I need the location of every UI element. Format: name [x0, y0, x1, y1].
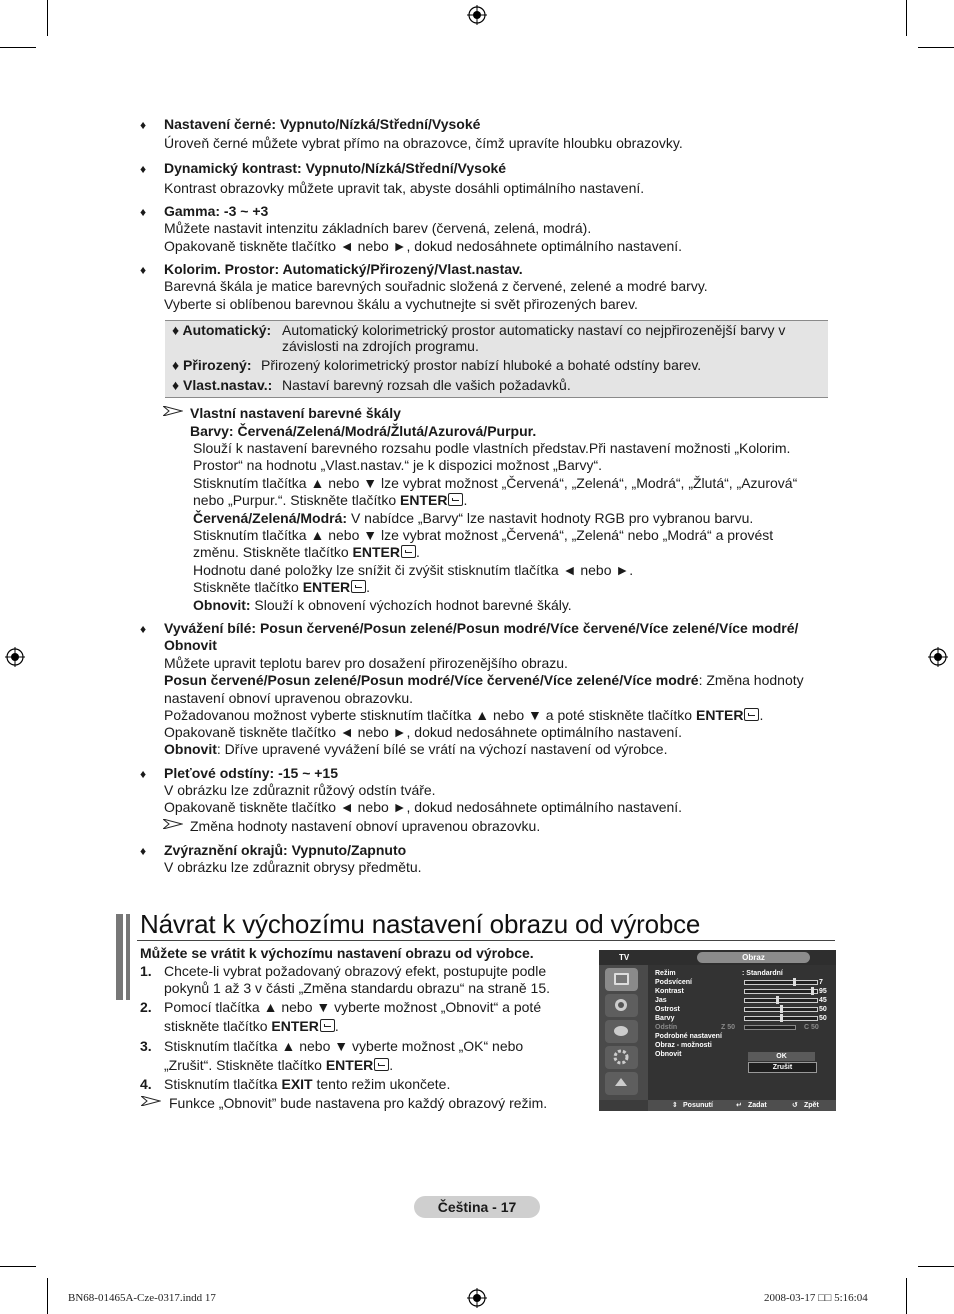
osd-row-value: 7 [819, 979, 823, 986]
crop-mark [918, 47, 954, 48]
enter-key-label: ENTER [325, 1057, 374, 1073]
osd-row-label[interactable]: Kontrast [655, 988, 684, 995]
osd-slider[interactable] [744, 998, 818, 1003]
option-text: Nastaví barevný rozsah dle vašich požadavků. [282, 377, 571, 393]
section-text: Požadovanou možnost vyberte stisknutím tlačítka ▲ nebo ▼ a poté stiskněte tlačítko [164, 707, 696, 723]
osd-row-value: 45 [819, 997, 827, 1004]
setup-menu-icon[interactable] [605, 1046, 638, 1069]
note-text: Stisknutím tlačítka ▲ nebo ▼ lze vybrat možnost „Červená“, „Zelená“ nebo „Modrá“ a provést [193, 527, 774, 543]
print-slug-right: 2008-03-17 □□ 5:16:04 [764, 1292, 868, 1304]
osd-row-label[interactable]: Ostrost [655, 1006, 680, 1013]
osd-ok-button[interactable]: OK [748, 1052, 815, 1061]
bullet-icon: ♦ [140, 118, 147, 132]
note-text: Prostor“ na hodnotu „Vlast.nastav.“ je k dispozici možnost „Barvy“. [193, 457, 603, 473]
step-text: tento režim ukončete. [312, 1076, 451, 1092]
note-subtitle: Barvy: Červená/Zelená/Modrá/Žlutá/Azurová/Purpur. [190, 423, 537, 439]
exit-key-label: EXIT [281, 1076, 313, 1092]
note-bold-label: Červená/Zelená/Modrá: [193, 510, 348, 526]
note-text: nebo „Purpur.“. Stiskněte tlačítko [193, 492, 400, 508]
section-text: Úroveň černé můžete vybrat přímo na obrazovce, čímž upravíte hloubku obrazovky. [164, 135, 683, 151]
section-text: : Změna hodnoty [698, 672, 804, 688]
note-text: Změna hodnoty nastavení obnoví upravenou obrazovku. [190, 818, 541, 834]
step-text: stiskněte tlačítko [164, 1018, 272, 1034]
section-text: Můžete nastavit intenzitu základních barev (červená, zelená, modrá). [164, 220, 592, 236]
note-text: Hodnotu dané položky lze snížit či zvýšit stisknutím tlačítka ◄ nebo ►. [193, 562, 634, 578]
note-text-line: Stiskněte tlačítko ENTER . [193, 579, 371, 595]
note-arrow-icon [141, 1096, 161, 1106]
return-icon: ↺ [792, 1102, 798, 1109]
step-text-line [164, 1076, 584, 1094]
input-menu-icon[interactable] [605, 1072, 638, 1095]
osd-tint-right: C 50 [804, 1024, 819, 1031]
note-text: Stisknutím tlačítka ▲ nebo ▼ lze vybrat možnost „Červená“, „Zelená“, „Modrá“, „Žlutá“, „Azurová“ [193, 475, 798, 491]
note-text-line: změnu. Stiskněte tlačítko ENTER . [193, 544, 420, 560]
option-text: Přirozený kolorimetrický prostor nabízí hluboké a bohaté odstíny barev. [261, 357, 702, 373]
section-title: Vyvážení bílé: Posun červené/Posun zelené/Posun modré/Více červené/Více zelené/Více modré/ [164, 620, 799, 636]
step-number: 4. [140, 1076, 152, 1092]
note-text: Slouží k nastavení barevného rozsahu podle vlastních představ.Při nastavení možnosti „Kolorim. [193, 440, 791, 456]
note-text-line: nebo „Purpur.“. Stiskněte tlačítko ENTER . [193, 492, 468, 508]
section-title: Zvýraznění okrajů: Vypnuto/Zapnuto [164, 842, 407, 858]
enter-key-label: ENTER [400, 492, 448, 508]
heading-accent-bar [116, 914, 123, 1000]
reset-intro: Můžete se vrátit k výchozímu nastavení obrazu od výrobce. [140, 945, 534, 961]
bullet-icon: ♦ [140, 767, 147, 781]
osd-row-label[interactable]: Jas [655, 997, 667, 1004]
osd-tint-label: Odstín [655, 1024, 678, 1031]
osd-title: Obraz [742, 953, 765, 962]
registration-mark-icon [928, 647, 948, 667]
osd-hint-move: Posunutí [683, 1102, 713, 1109]
crop-mark [0, 1266, 36, 1267]
note-arrow-icon [163, 819, 183, 829]
osd-slider-knob[interactable] [811, 987, 814, 995]
picture-menu-icon[interactable] [605, 968, 638, 991]
enter-icon [448, 493, 463, 506]
step-number: 2. [140, 999, 152, 1015]
option-label: ♦ Přirozený: [172, 357, 252, 373]
osd-menu-panel [648, 965, 836, 1100]
section-text: Barevná škála je matice barevných souřadnic složená z červené, zelené a modré barvy. [164, 278, 708, 294]
osd-slider[interactable] [744, 989, 818, 994]
crop-mark [0, 47, 36, 48]
heading-divider [137, 940, 835, 941]
section-text: Opakovaně tiskněte tlačítko ◄ nebo ►, dokud nedosáhnete optimálního nastavení. [164, 799, 683, 815]
osd-title-bar [599, 950, 836, 965]
crop-mark [47, 0, 48, 36]
section-title: Nastavení černé: Vypnuto/Nízká/Střední/Vysoké [164, 116, 481, 132]
osd-slider[interactable] [744, 980, 818, 985]
osd-cancel-button[interactable]: Zrušit [748, 1062, 817, 1073]
step-number: 3. [140, 1038, 152, 1054]
option-text: Automatický kolorimetrický prostor automaticky nastaví co nejpřirozenější barvy v [282, 322, 786, 338]
osd-slider[interactable] [744, 1007, 818, 1012]
section-title: Obnovit [164, 637, 217, 653]
osd-hint-bar [648, 1100, 836, 1111]
osd-menu-item[interactable]: Obraz - možnosti [655, 1042, 712, 1049]
section-bold-label: Posun červené/Posun zelené/Posun modré/Více červené/Více zelené/Více modré [164, 672, 699, 688]
osd-mode-label[interactable]: Režim [655, 970, 676, 977]
bullet-icon: ♦ [140, 205, 147, 219]
bullet-icon: ♦ [140, 844, 147, 858]
section-text: Opakovaně tiskněte tlačítko ◄ nebo ►, dokud nedosáhnete optimálního nastavení. [164, 238, 683, 254]
step-text: Stisknutím tlačítka [164, 1076, 282, 1092]
note-text: Stiskněte tlačítko [193, 579, 303, 595]
print-slug-left: BN68-01465A-Cze-0317.indd 17 [68, 1292, 216, 1304]
section-bold-label: Obnovit [164, 741, 217, 757]
section-text-line [164, 672, 844, 690]
crop-mark [906, 0, 907, 36]
note-title: Vlastní nastavení barevné škály [190, 405, 401, 421]
enter-key-label: ENTER [352, 544, 400, 560]
note-arrow-icon [163, 406, 183, 416]
crop-mark [918, 1266, 954, 1267]
osd-title-pill [697, 952, 810, 963]
step-text: Stisknutím tlačítka ▲ nebo ▼ vyberte možnost „OK“ nebo [164, 1038, 524, 1054]
option-label: ♦ Automatický: [172, 322, 272, 338]
note-bold-label: Obnovit: [193, 597, 251, 613]
enter-icon [320, 1019, 335, 1032]
osd-slider-knob[interactable] [776, 996, 779, 1004]
osd-sidebar [599, 965, 648, 1100]
osd-tint-slider [744, 1025, 796, 1030]
section-text-line: Požadovanou možnost vyberte stisknutím tlačítka ▲ nebo ▼ a poté stiskněte tlačítko ENTER . [164, 707, 764, 723]
osd-mode-value: : Standardní [742, 970, 783, 977]
section-text: Kontrast obrazovky můžete upravit tak, abyste dosáhli optimálního nastavení. [164, 180, 645, 196]
enter-icon [351, 580, 366, 593]
option-text: závislosti na zdrojích programu. [282, 338, 479, 354]
step-text: Pomocí tlačítka ▲ nebo ▼ vyberte možnost „Obnovit“ a poté [164, 999, 542, 1015]
page-number-badge [414, 1196, 540, 1218]
bullet-icon: ♦ [140, 622, 147, 636]
step-text-line: stiskněte tlačítko ENTER . [164, 1018, 339, 1034]
osd-hint-enter: Zadat [748, 1102, 767, 1109]
osd-slider-knob[interactable] [793, 978, 796, 986]
osd-tint-left: Z 50 [721, 1024, 736, 1031]
step-text: „Zrušit“. Stiskněte tlačítko [164, 1057, 326, 1073]
osd-slider[interactable] [744, 1016, 818, 1021]
osd-row-label[interactable]: Barvy [655, 1015, 675, 1022]
registration-mark-icon [467, 1288, 487, 1308]
move-icon: ⇕ [672, 1102, 678, 1109]
step-text: pokynů 1 až 3 v části „Změna standardu obrazu“ na straně 15. [164, 980, 550, 996]
enter-key-label: ENTER [302, 579, 351, 595]
sound-menu-icon[interactable] [605, 994, 638, 1017]
bullet-icon: ♦ [140, 162, 147, 176]
step-text-line: „Zrušit“. Stiskněte tlačítko ENTER . [164, 1057, 394, 1073]
crop-mark [47, 1278, 48, 1314]
section-text: nastavení obnoví upravenou obrazovku. [164, 690, 414, 706]
osd-menu-item[interactable]: Obnovit [655, 1051, 682, 1058]
step-text: Chcete-li vybrat požadovaný obrazový efekt, postupujte podle [164, 963, 547, 979]
section-text: Vyberte si oblíbenou barevnou škálu a vychutnejte si svět přirozených barev. [164, 296, 638, 312]
enter-key-label: ENTER [271, 1018, 319, 1034]
note-text-line [193, 510, 843, 528]
note-text: Funkce „Obnovit” bude nastavena pro každý obrazový režim. [169, 1095, 548, 1111]
osd-tv-label: TV [619, 953, 630, 962]
section-text-line [164, 741, 844, 759]
section-title: Pleťové odstíny: -15 ~ +15 [164, 765, 339, 781]
osd-row-value: 50 [819, 1015, 827, 1022]
step-number: 1. [140, 963, 152, 979]
note-text: Slouží k obnovení výchozích hodnot barevné škály. [250, 597, 572, 613]
section-text: V obrázku lze zdůraznit obrysy předmětu. [164, 859, 422, 875]
page-number: Čeština - 17 [437, 1199, 517, 1215]
enter-key-label: ENTER [695, 707, 744, 723]
osd-hint-back: Zpět [804, 1102, 819, 1109]
bullet-icon: ♦ [140, 263, 147, 277]
heading-accent-bar [126, 914, 130, 1000]
note-text: V nabídce „Barvy“ lze nastavit hodnoty RGB pro vybranou barvu. [347, 510, 754, 526]
option-label: ♦ Vlast.nastav.: [172, 377, 273, 393]
osd-row-label[interactable]: Podsvícení [655, 979, 692, 986]
section-text: Opakovaně tiskněte tlačítko ◄ nebo ►, dokud nedosáhnete optimálního nastavení. [164, 724, 683, 740]
section-text: V obrázku lze zdůraznit růžový odstín tváře. [164, 782, 436, 798]
osd-menu-item[interactable]: Podrobné nastavení [655, 1033, 722, 1040]
channel-menu-icon[interactable] [605, 1020, 638, 1043]
enter-icon: ↵ [736, 1102, 742, 1109]
section-title: Dynamický kontrast: Vypnuto/Nízká/Střední/Vysoké [164, 160, 507, 176]
osd-row-value: 50 [819, 1006, 827, 1013]
section-title: Gamma: -3 ~ +3 [164, 203, 269, 219]
section-text: Můžete upravit teplotu barev pro dosažení přirozenějšího obrazu. [164, 655, 568, 671]
section-heading: Návrat k výchozímu nastavení obrazu od výrobce [140, 909, 701, 939]
enter-icon [744, 708, 759, 721]
enter-icon [401, 545, 416, 558]
osd-slider-knob[interactable] [780, 1005, 783, 1013]
registration-mark-icon [5, 647, 25, 667]
osd-slider-knob[interactable] [780, 1014, 783, 1022]
section-text: : Dříve upravené vyvážení bílé se vrátí na výchozí nastavení od výrobce. [216, 741, 668, 757]
note-text-line [193, 597, 843, 615]
enter-icon [374, 1058, 389, 1071]
note-text: změnu. Stiskněte tlačítko [193, 544, 353, 560]
crop-mark [906, 1278, 907, 1314]
osd-row-value: 95 [819, 988, 827, 995]
section-title: Kolorim. Prostor: Automatický/Přirozený/Vlast.nastav. [164, 261, 523, 277]
tv-menu-screenshot [599, 950, 836, 1111]
registration-mark-icon [467, 5, 487, 25]
